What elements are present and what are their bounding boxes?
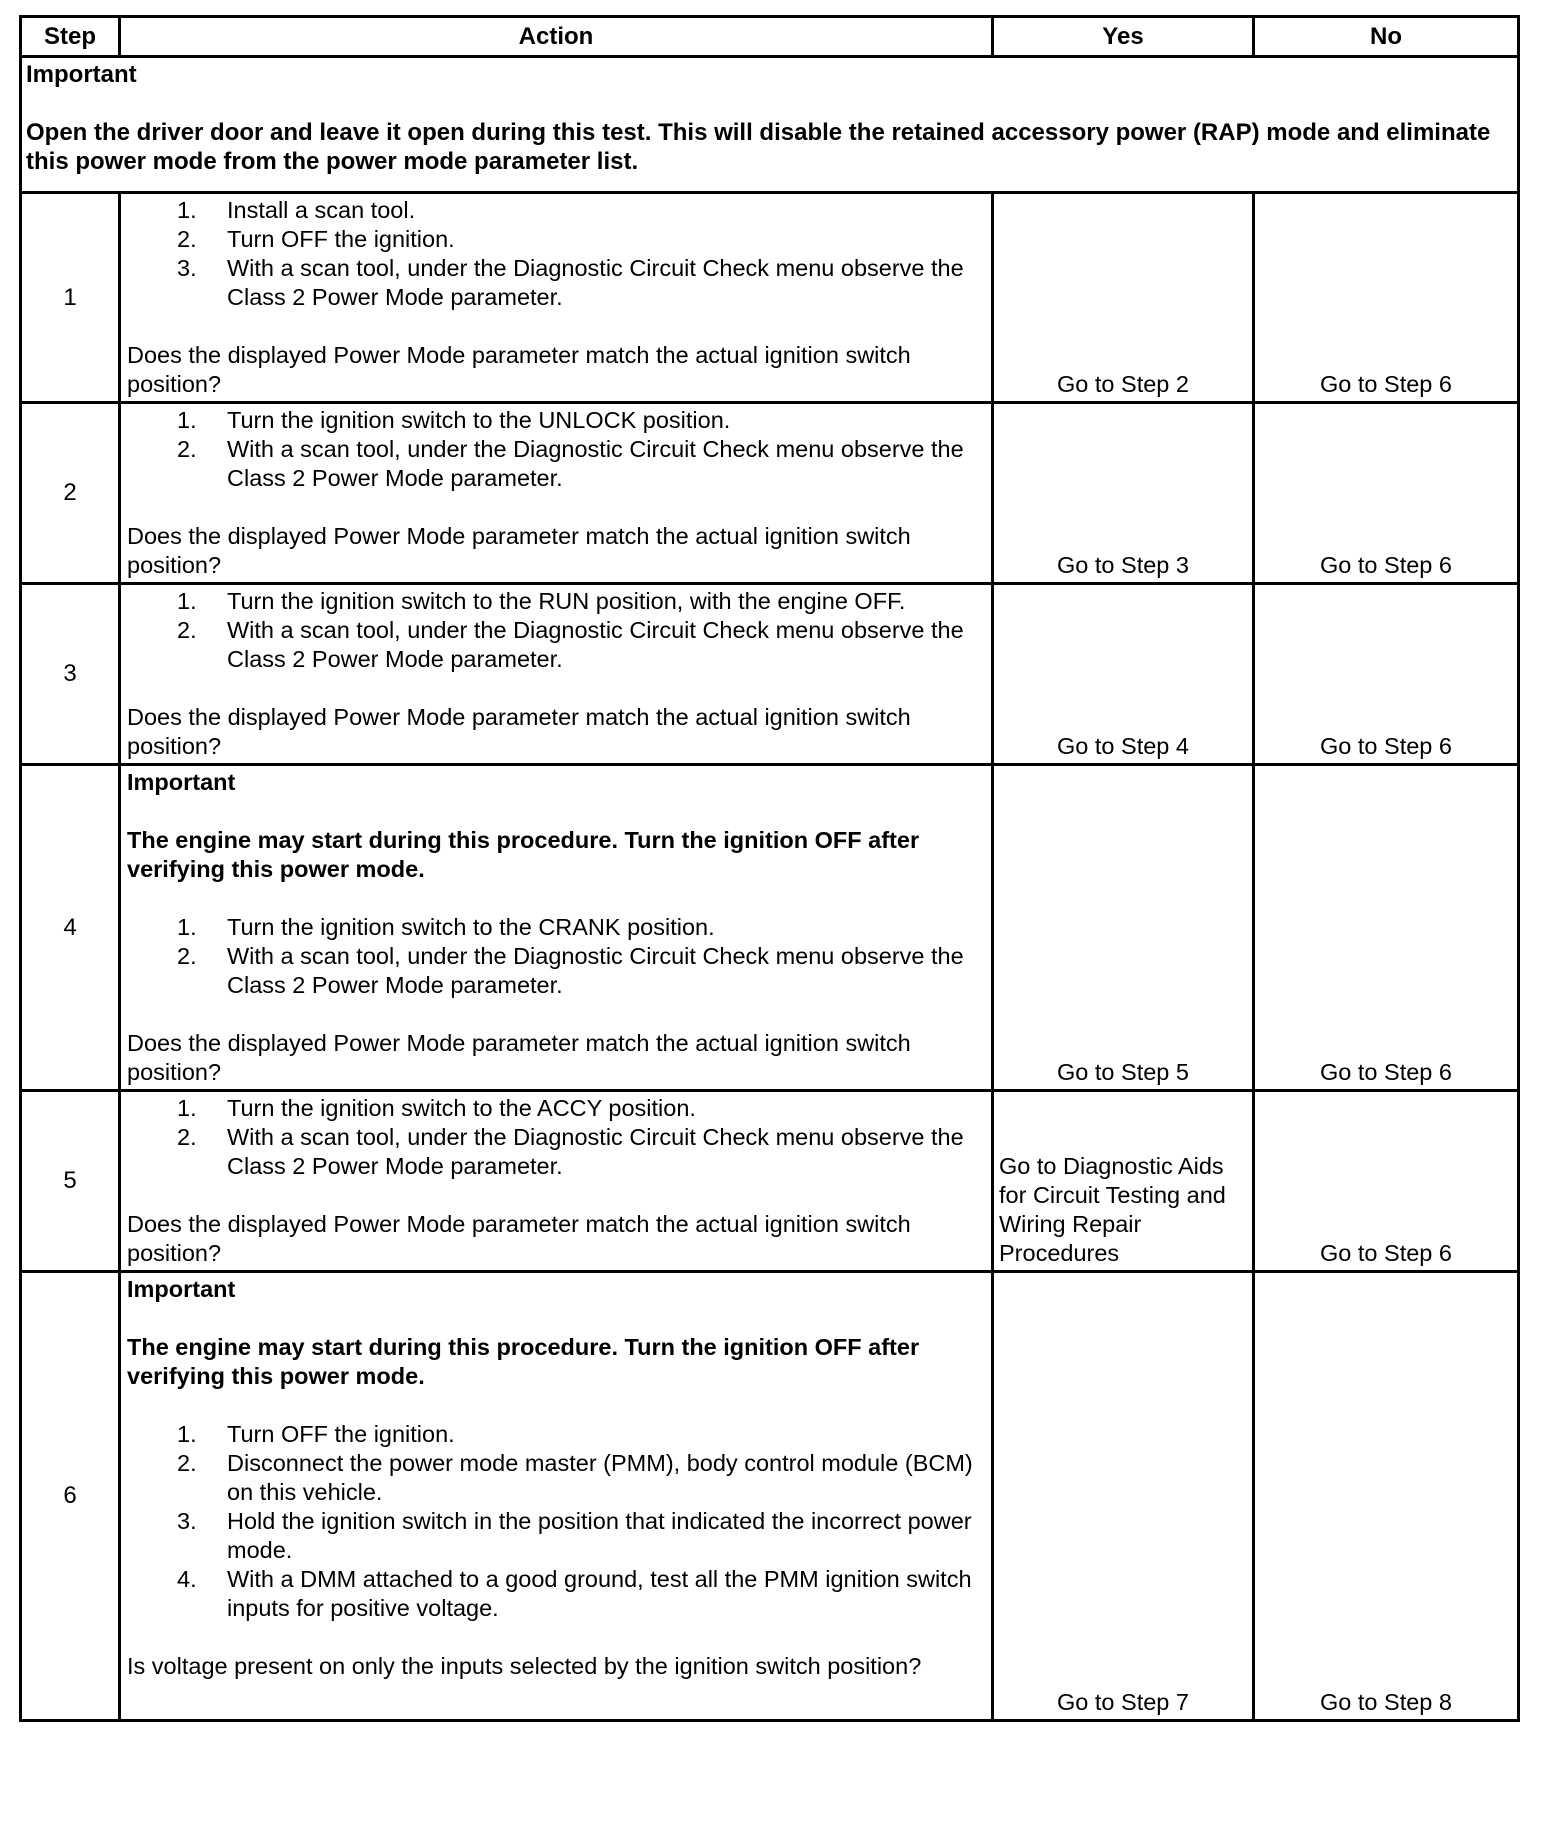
no-cell: Go to Step 8	[1254, 1272, 1519, 1721]
list-item: 1. Turn the ignition switch to the UNLOCK position.	[177, 407, 731, 433]
action-list	[127, 587, 987, 674]
table-row	[21, 193, 1519, 403]
table-row	[21, 403, 1519, 584]
table-row	[21, 584, 1519, 765]
action-list	[127, 1420, 987, 1623]
list-item: 1. Install a scan tool.	[177, 197, 416, 223]
list-item: 1. Turn the ignition switch to the ACCY position.	[177, 1095, 696, 1121]
list-item: 1. Turn the ignition switch to the RUN position, with the engine OFF.	[177, 588, 906, 614]
action-cell	[120, 584, 993, 765]
yes-cell: Go to Diagnostic Aids for Circuit Testing and Wiring Repair Procedures	[993, 1091, 1254, 1272]
action-question: Does the displayed Power Mode parameter match the actual ignition switch position?	[127, 1030, 911, 1085]
banner-cell	[21, 57, 1519, 193]
no-cell: Go to Step 6	[1254, 193, 1519, 403]
header-yes: Yes	[993, 17, 1254, 57]
action-cell	[120, 193, 993, 403]
list-item: 2. Disconnect the power mode master (PMM), body control module (BCM) on this vehicle.	[177, 1450, 973, 1505]
yes-cell: Go to Step 5	[993, 765, 1254, 1091]
yes-cell: Go to Step 2	[993, 193, 1254, 403]
list-item: 3. Hold the ignition switch in the position that indicated the incorrect power mode.	[177, 1508, 972, 1563]
no-cell: Go to Step 6	[1254, 403, 1519, 584]
step-number: 2	[21, 403, 120, 584]
action-cell	[120, 765, 993, 1091]
list-item: 2. With a scan tool, under the Diagnostic Circuit Check menu observe the Class 2 Power Mode parameter.	[177, 436, 964, 491]
action-cell	[120, 403, 993, 584]
important-text: The engine may start during this procedure. Turn the ignition OFF after verifying this power mode.	[127, 1334, 920, 1389]
action-cell	[120, 1272, 993, 1721]
banner-row	[21, 57, 1519, 193]
action-question: Does the displayed Power Mode parameter match the actual ignition switch position?	[127, 342, 911, 397]
no-cell: Go to Step 6	[1254, 584, 1519, 765]
action-question: Does the displayed Power Mode parameter match the actual ignition switch position?	[127, 1211, 911, 1266]
step-number: 6	[21, 1272, 120, 1721]
yes-cell: Go to Step 7	[993, 1272, 1254, 1721]
header-step: Step	[21, 17, 120, 57]
list-item: 2. With a scan tool, under the Diagnostic Circuit Check menu observe the Class 2 Power Mode parameter.	[177, 617, 964, 672]
step-number: 4	[21, 765, 120, 1091]
table-row	[21, 1272, 1519, 1721]
action-cell	[120, 1091, 993, 1272]
yes-cell: Go to Step 3	[993, 403, 1254, 584]
banner-title: Important	[26, 61, 137, 88]
action-list	[127, 406, 987, 493]
step-number: 1	[21, 193, 120, 403]
important-title: Important	[127, 769, 236, 795]
table-row	[21, 765, 1519, 1091]
important-text: The engine may start during this procedure. Turn the ignition OFF after verifying this power mode.	[127, 827, 920, 882]
action-question: Does the displayed Power Mode parameter match the actual ignition switch position?	[127, 523, 911, 578]
header-row	[21, 17, 1519, 57]
no-cell: Go to Step 6	[1254, 765, 1519, 1091]
action-question: Is voltage present on only the inputs selected by the ignition switch position?	[127, 1653, 922, 1679]
action-question: Does the displayed Power Mode parameter match the actual ignition switch position?	[127, 704, 911, 759]
list-item: 2. With a scan tool, under the Diagnostic Circuit Check menu observe the Class 2 Power Mode parameter.	[177, 943, 964, 998]
list-item: 3. With a scan tool, under the Diagnostic Circuit Check menu observe the Class 2 Power Mode parameter.	[177, 255, 964, 310]
list-item: 1. Turn the ignition switch to the CRANK position.	[177, 914, 715, 940]
yes-cell: Go to Step 4	[993, 584, 1254, 765]
action-list	[127, 1094, 987, 1181]
list-item: 1. Turn OFF the ignition.	[177, 1421, 455, 1447]
header-action: Action	[120, 17, 993, 57]
no-cell: Go to Step 6	[1254, 1091, 1519, 1272]
list-item: 2. With a scan tool, under the Diagnostic Circuit Check menu observe the Class 2 Power Mode parameter.	[177, 1124, 964, 1179]
list-item: 4. With a DMM attached to a good ground, test all the PMM ignition switch inputs for positive voltage.	[177, 1566, 972, 1621]
important-title: Important	[127, 1276, 236, 1302]
action-list	[127, 196, 987, 312]
diagnostic-table	[19, 15, 1520, 1722]
table-row	[21, 1091, 1519, 1272]
list-item: 2. Turn OFF the ignition.	[177, 226, 455, 252]
banner-text: Open the driver door and leave it open during this test. This will disable the retained accessory power (RAP) mode and eliminate this power mode from the power mode parameter list.	[26, 119, 1491, 175]
step-number: 3	[21, 584, 120, 765]
header-no: No	[1254, 17, 1519, 57]
action-list	[127, 913, 987, 1000]
step-number: 5	[21, 1091, 120, 1272]
